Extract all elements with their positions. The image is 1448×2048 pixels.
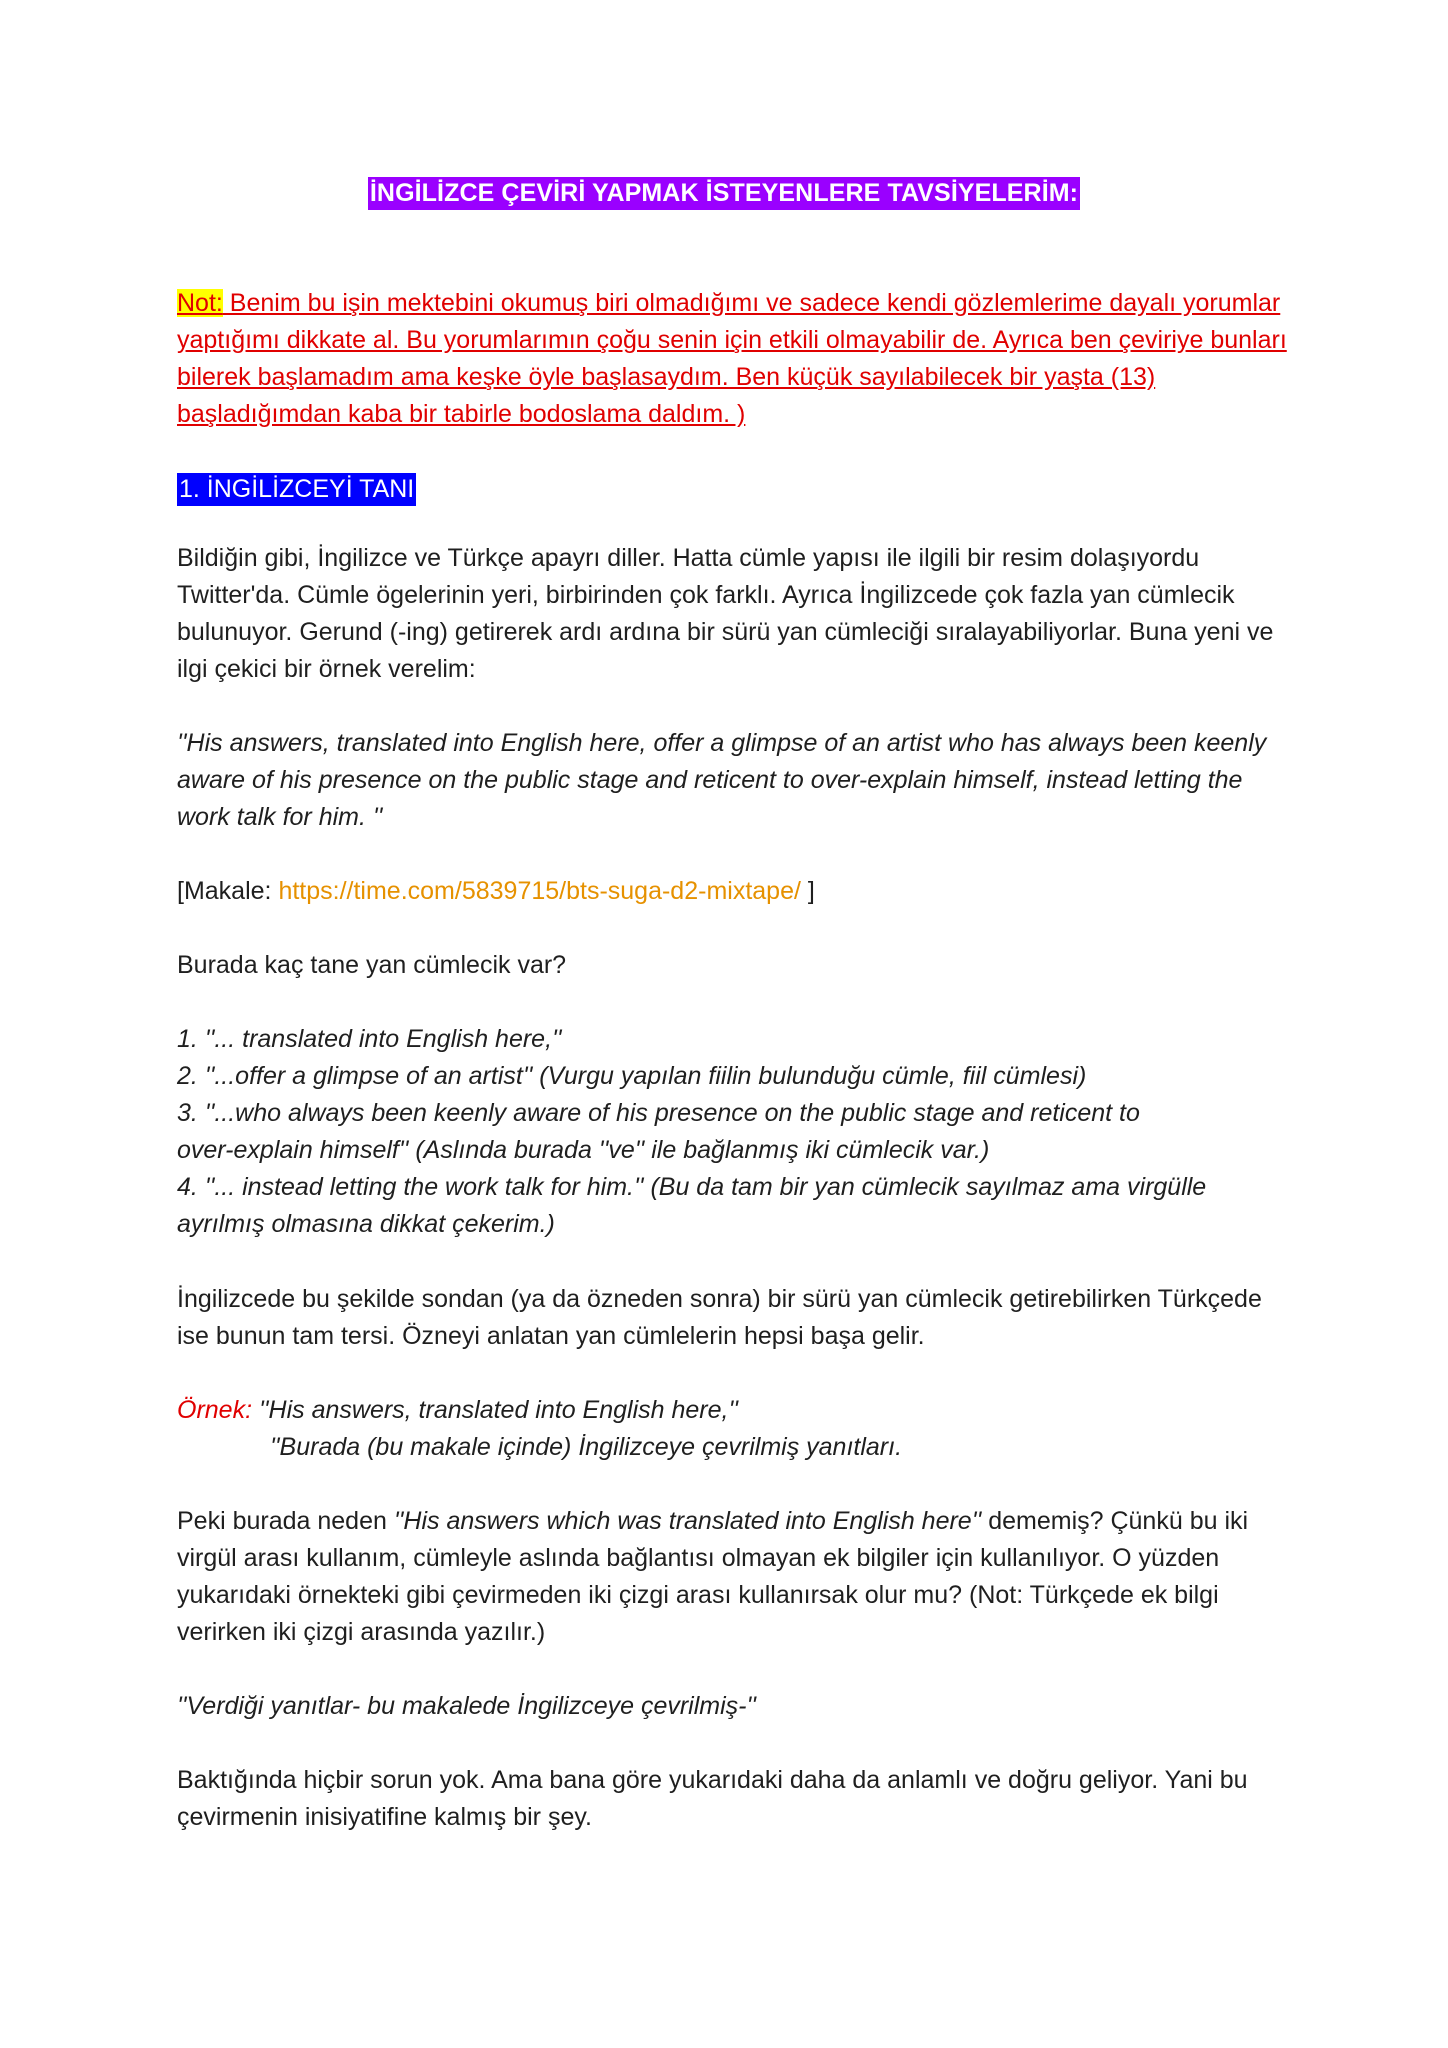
page-title: İNGİLİZCE ÇEVİRİ YAPMAK İSTEYENLERE TAVSİYELERİM:	[368, 177, 1080, 210]
question-line: Burada kaç tane yan cümlecik var?	[177, 951, 567, 979]
english-quote: ''His answers, translated into English here, offer a glimpse of an artist who has always been keenly aware of his presence on the public stage and reticent to over-explain himself, instead letting the work talk for him. ''	[177, 729, 1267, 831]
note-text: Benim bu işin mektebini okumuş biri olmadığımı ve sadece kendi gözlemlerime dayalı yorumlar yaptığımı dikkate al. Bu yorumlarımın çoğu senin için etkili olmayabilir de. Ayrıca ben çeviriye bunları bilerek başlamadım ama keşke öyle başlasaydım. Ben küçük sayılabilecek bir yaşta (13) başladığımdan kaba bir tabirle bodoslama daldım. )	[177, 289, 1287, 428]
source-link[interactable]: https://time.com/5839715/bts-suga-d2-mixtape/	[278, 877, 801, 905]
explanation-after: dememiş? Çünkü bu iki virgül arası kullanım, cümleyle aslında bağlantısı olmayan ek bilgiler için kullanılıyor. O yüzden yukarıdaki örnekteki gibi çevirmeden iki çizgi arası kullanırsak olur mu? (Not: Türkçede ek bilgi verirken iki çizgi arasında yazılır.)	[177, 1507, 1249, 1646]
list-item: ayrılmış olmasına dikkat çekerim.)	[177, 1210, 555, 1238]
example-turkish: ''Burada (bu makale içinde) İngilizceye çevrilmiş yanıtları.	[270, 1433, 903, 1461]
list-item: 1. ''... translated into English here,''	[177, 1025, 562, 1053]
list-item: 3. ''...who always been keenly aware of his presence on the public stage and reticent to	[177, 1099, 1140, 1127]
conclusion-paragraph: Baktığında hiçbir sorun yok. Ama bana göre yukarıdaki daha da anlamlı ve doğru geliyor. Yani bu çevirmenin inisiyatifine kalmış bir şey.	[177, 1766, 1248, 1831]
turkish-quote: ''Verdiği yanıtlar- bu makalede İngilizceye çevrilmiş-''	[177, 1692, 757, 1720]
intro-paragraph: Bildiğin gibi, İngilizce ve Türkçe apayrı diller. Hatta cümle yapısı ile ilgili bir resim dolaşıyordu Twitter'da. Cümle ögelerinin yeri, birbirinden çok farklı. Ayrıca İngilizcede çok fazla yan cümlecik bulunuyor. Gerund (-ing) getirerek ardı ardına bir sürü yan cümleciği sıralayabiliyorlar. Buna yeni ve ilgi çekici bir örnek verelim:	[177, 544, 1274, 683]
title-container	[0, 177, 1448, 210]
source-prefix: [Makale:	[177, 877, 279, 905]
list-item: 4. ''... instead letting the work talk for him.'' (Bu da tam bir yan cümlecik sayılmaz ama virgülle	[177, 1173, 1207, 1201]
note-label: Not:	[177, 289, 223, 317]
example-block	[177, 1392, 1297, 1466]
source-line	[177, 873, 1297, 910]
comparison-paragraph: İngilizcede bu şekilde sondan (ya da özneden sonra) bir sürü yan cümlecik getirebilirken Türkçede ise bunun tam tersi. Özneyi anlatan yan cümlelerin hepsi başa gelir.	[177, 1285, 1262, 1350]
explanation-before: Peki burada neden	[177, 1507, 394, 1535]
clause-list	[177, 1021, 1297, 1243]
list-item: over-explain himself'' (Aslında burada ''ve'' ile bağlanmış iki cümlecik var.)	[177, 1136, 990, 1164]
note-paragraph	[177, 285, 1297, 433]
section-heading	[177, 473, 416, 506]
section-heading-text: 1. İNGİLİZCEYİ TANI	[177, 473, 416, 506]
list-item: 2. ''...offer a glimpse of an artist'' (Vurgu yapılan fiilin bulunduğu cümle, fiil cümlesi)	[177, 1062, 1087, 1090]
example-label: Örnek:	[177, 1396, 253, 1424]
source-suffix: ]	[800, 877, 815, 905]
example-english: ''His answers, translated into English here,''	[252, 1396, 739, 1424]
explanation-paragraph	[177, 1503, 1297, 1651]
explanation-italic: ''His answers which was translated into English here''	[393, 1507, 982, 1535]
